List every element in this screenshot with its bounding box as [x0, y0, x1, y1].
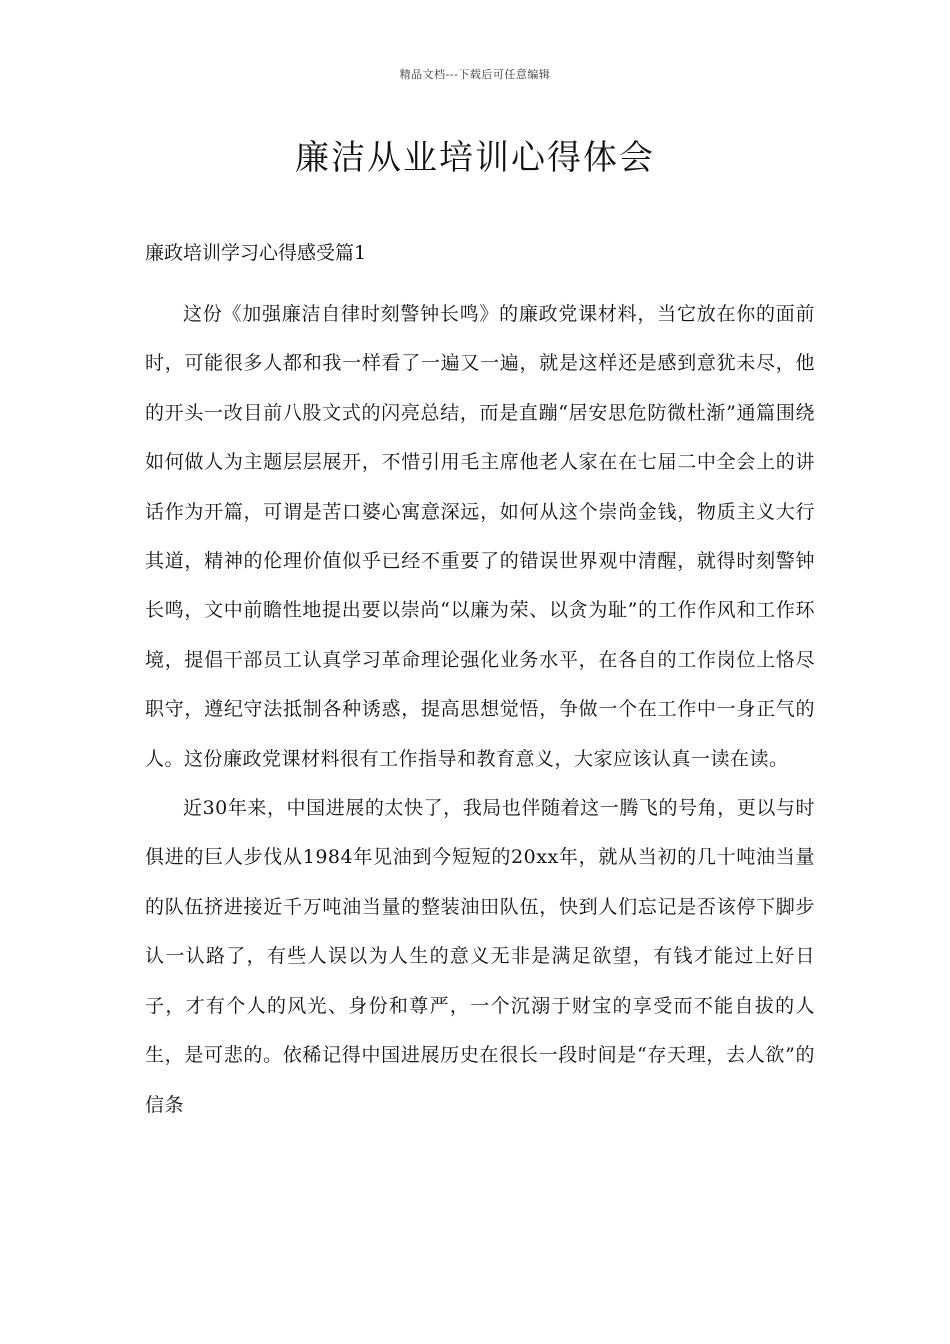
body-paragraph-2: 近30年来，中国进展的太快了，我局也伴随着这一腾飞的号角，更以与时俱进的巨人步伐从1984年见油到今短短的20xx年，就从当初的几十吨油当量的队伍挤进接近千万吨油当量的整装油田队伍，快到人们忘记是否该停下脚步认一认路了，有些人误以为人生的意义无非是满足欲望，有钱才能过上好日子，才有个人的风光、身份和尊严，一个沉溺于财宝的享受而不能自拔的人生，是可悲的。依稀记得中国进展历史在很长一段时间是“存天理，去人欲”的信条 [145, 797, 815, 1116]
document-body [145, 240, 815, 1130]
section-subheading: 廉政培训学习心得感受篇1 [145, 242, 367, 264]
document-title: 廉洁从业培训心得体会 [295, 138, 655, 178]
body-paragraph-1: 这份《加强廉洁自律时刻警钟长鸣》的廉政党课材料，当它放在你的面前时，可能很多人都和我一样看了一遍又一遍，就是这样还是感到意犹未尽，他的开头一改目前八股文式的闪亮总结，而是直蹦“居安思危防微杜渐”通篇围绕如何做人为主题层层展开，不惜引用毛主席他老人家在在七届二中全会上的讲话作为开篇，可谓是苦口婆心寓意深远，如何从这个崇尚金钱，物质主义大行其道，精神的伦理价值似乎已经不重要了的错误世界观中清醒，就得时刻警钟长鸣，文中前瞻性地提出要以崇尚“以廉为荣、以贪为耻”的工作作风和工作环境，提倡干部员工认真学习革命理论强化业务水平，在各自的工作岗位上恪尽职守，遵纪守法抵制各种诱惑，提高思想觉悟，争做一个在工作中一身正气的人。这份廉政党课材料很有工作指导和教育意义，大家应该认真一读在读。 [145, 303, 815, 770]
header-note: 精品文档---下载后可任意编辑 [399, 68, 551, 81]
